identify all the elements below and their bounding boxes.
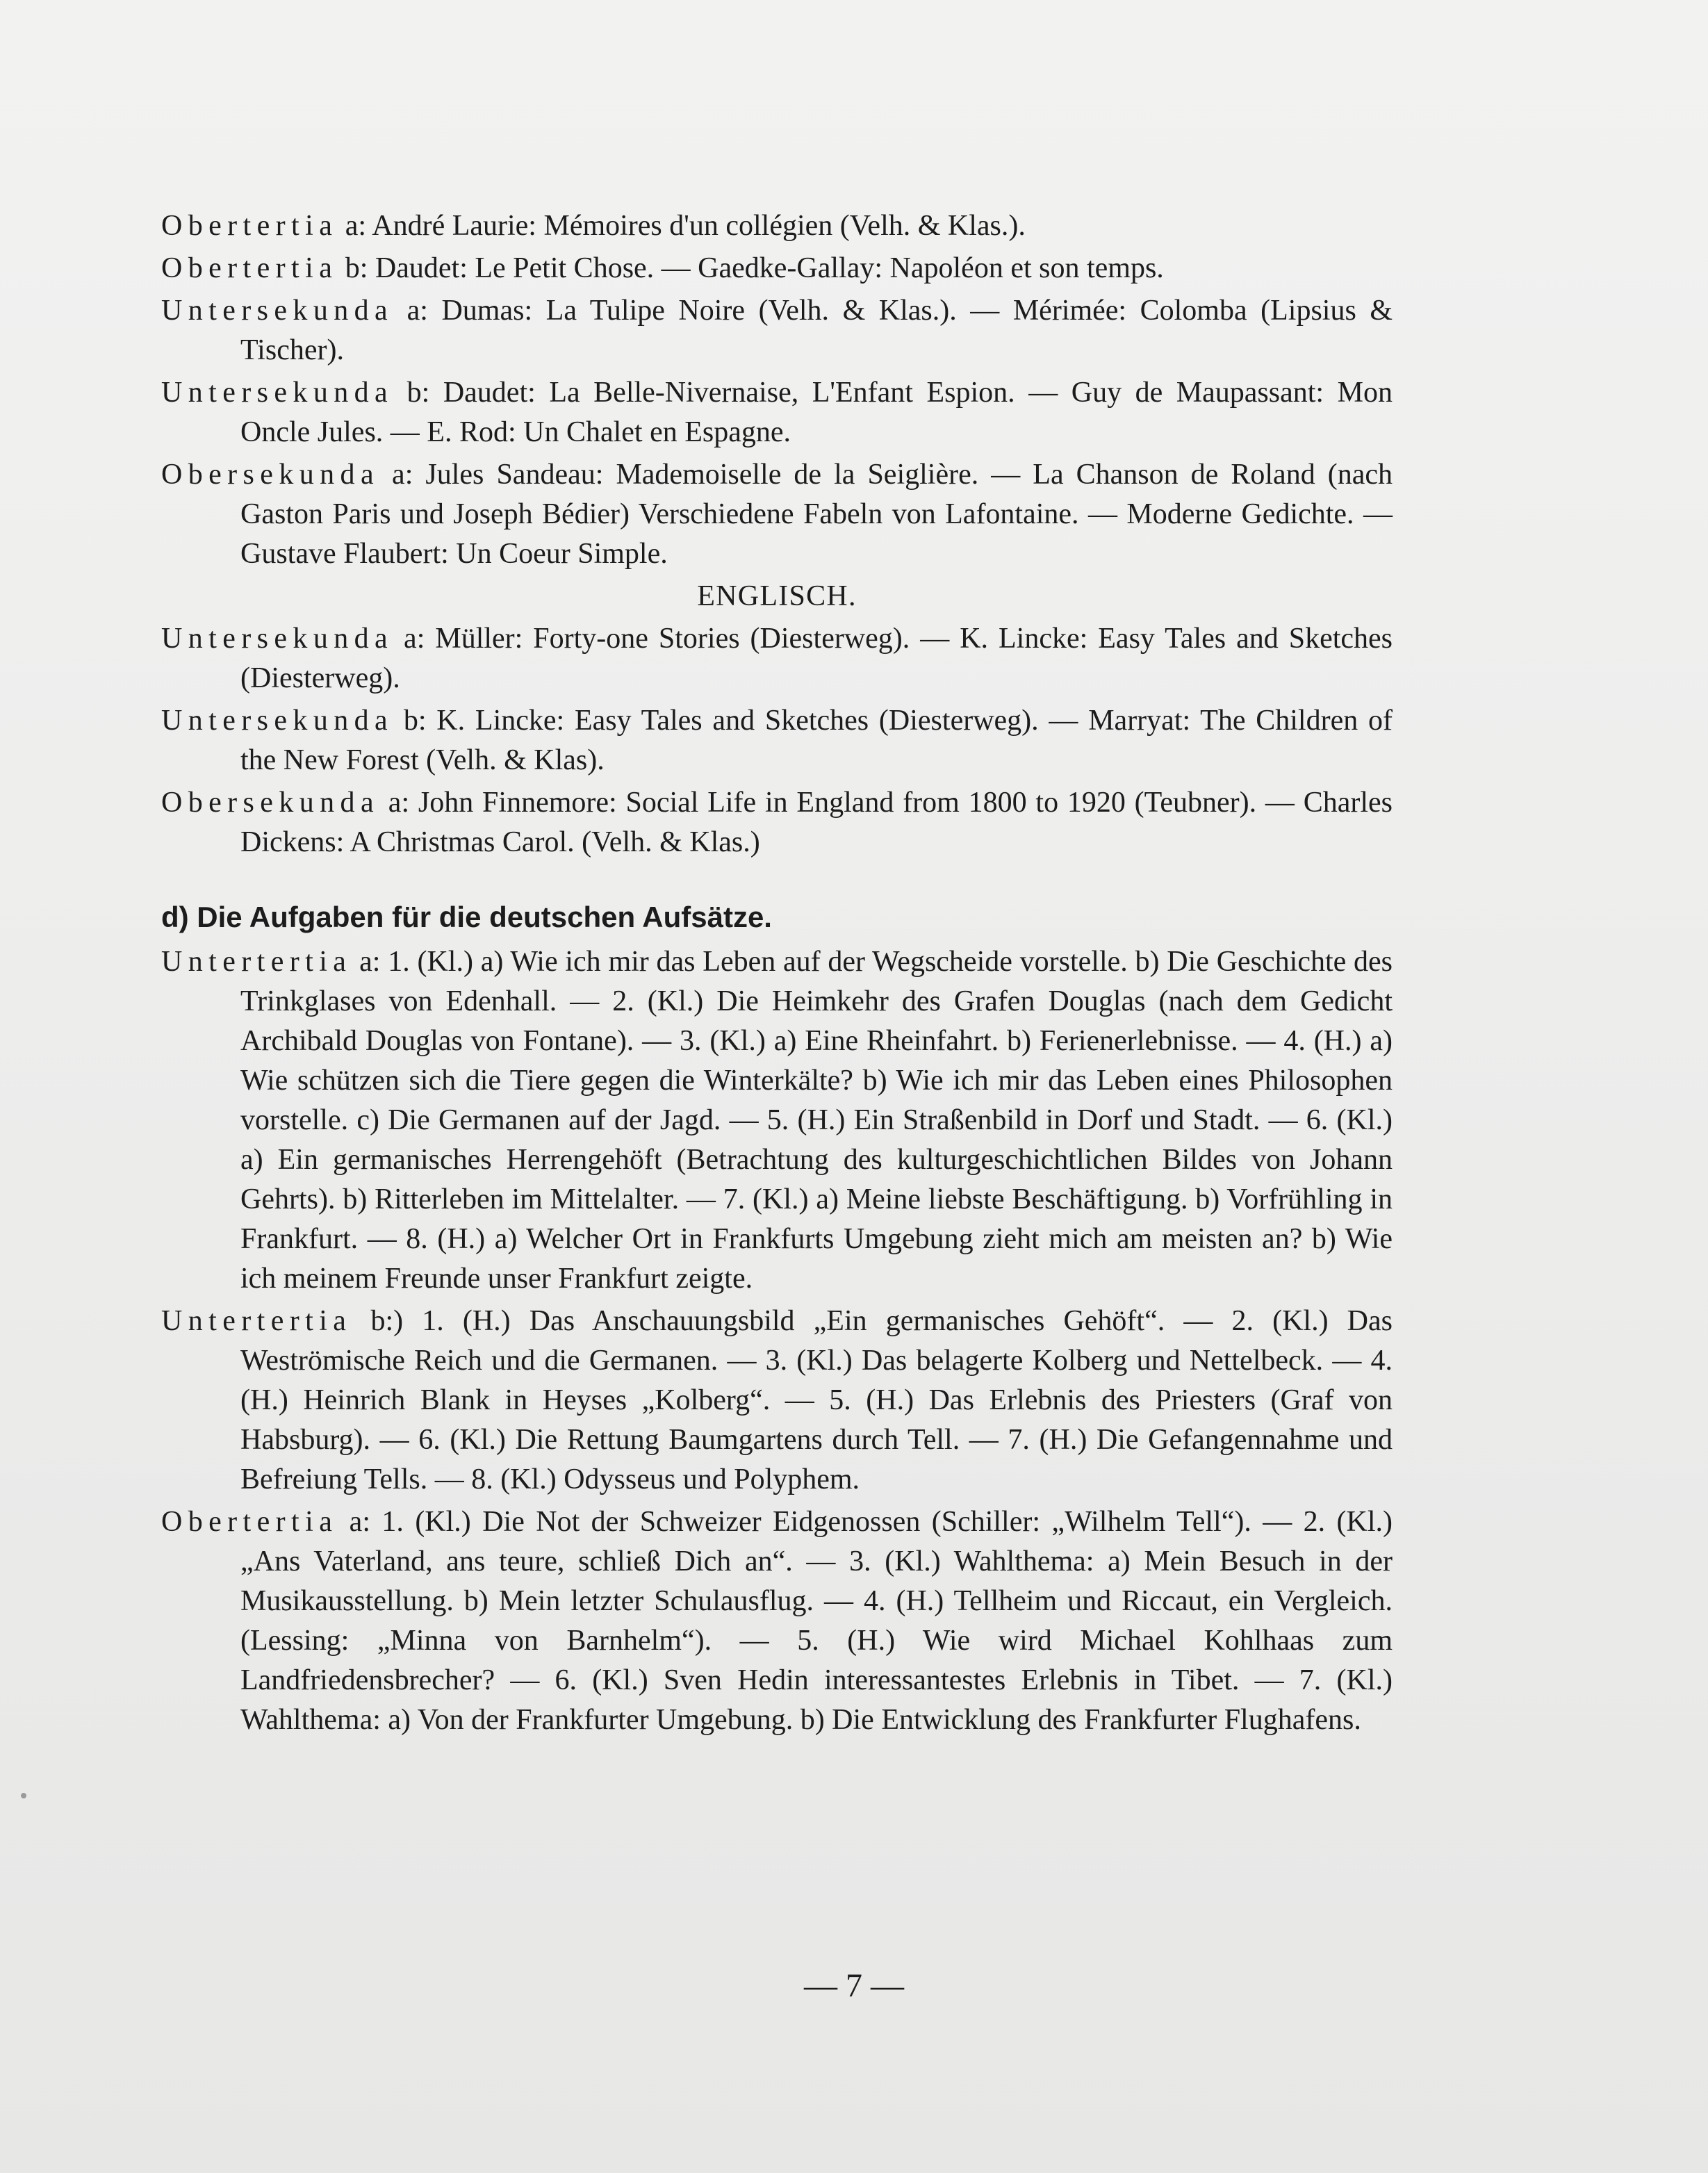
class-section: a: (407, 295, 428, 327)
class-label: Obertertia (161, 252, 338, 284)
scan-speck (21, 1793, 26, 1798)
entry-text: Jules Sandeau: Mademoiselle de la Seiglière. — La Chanson de Roland (nach Gaston Paris und Joseph Bédier) Verschiedene Fabeln von Lafontaine. — Moderne Gedichte. — Gustave Flaubert: Un Coeur Simple. (240, 459, 1393, 570)
class-section: a: (345, 210, 367, 242)
reading-entry (161, 619, 1393, 698)
reading-entry (161, 455, 1393, 574)
class-label: Obersekunda (161, 459, 379, 491)
class-label: Untersekunda (161, 377, 394, 409)
reading-entry (161, 701, 1393, 780)
class-section: b: (403, 705, 427, 737)
entry-text: K. Lincke: Easy Tales and Sketches (Diesterweg). — Marryat: The Children of the New Forest (Velh. & Klas). (240, 705, 1393, 776)
reading-entry (161, 206, 1393, 246)
reading-entry (161, 373, 1393, 452)
page-number: — 7 — (804, 1967, 904, 2004)
class-section: b: (407, 377, 430, 409)
essay-entry (161, 1502, 1393, 1740)
class-section: b:) (370, 1305, 404, 1337)
class-label: Untertertia (161, 1305, 352, 1337)
section-d-heading: d) Die Aufgaben für die deutschen Aufsätze. (161, 901, 772, 933)
essay-entry (161, 1302, 1393, 1500)
class-section: a: (392, 459, 413, 491)
class-label: Obersekunda (161, 787, 379, 819)
class-label: Obertertia (161, 210, 338, 242)
entry-text: André Laurie: Mémoires d'un collégien (Velh. & Klas.). (372, 210, 1026, 242)
class-label: Untersekunda (161, 705, 394, 737)
entry-text: 1. (H.) Das Anschauungsbild „Ein germanisches Gehöft“. — 2. (Kl.) Das Weströmische Reich und die Germanen. — 3. (Kl.) Das belagerte Kolberg und Nettelbeck. — 4. (H.) Heinrich Blank in Heyses „Kolberg“. — 5. (H.) Das Erlebnis des Priesters (Graf von Habsburg). — 6. (Kl.) Die Rettung Baumgartens durch Tell. — 7. (H.) Die Gefangennahme und Befreiung Tells. — 8. (Kl.) Odysseus und Polyphem. (240, 1305, 1393, 1495)
entry-text: Daudet: La Belle-Nivernaise, L'Enfant Espion. — Guy de Maupassant: Mon Oncle Jules. — E. Rod: Un Chalet en Espagne. (240, 377, 1393, 448)
class-label: Untertertia (161, 946, 352, 978)
entry-text: John Finnemore: Social Life in England from 1800 to 1920 (Teubner). — Charles Dickens: A Christmas Carol. (Velh. & Klas.) (240, 787, 1393, 858)
class-label: Untersekunda (161, 623, 394, 655)
english-heading: ENGLISCH. (697, 580, 857, 612)
class-section: a: (404, 623, 425, 655)
class-label: Untersekunda (161, 295, 394, 327)
essay-entry (161, 942, 1393, 1299)
entry-text: 1. (Kl.) a) Wie ich mir das Leben auf der Wegscheide vorstelle. b) Die Geschichte des Trinkglases von Edenhall. — 2. (Kl.) Die Heimkehr des Grafen Douglas (nach dem Gedicht Archibald Douglas von Fontane). — 3. (Kl.) a) Eine Rheinfahrt. b) Ferienerlebnisse. — 4. (H.) a) Wie schützen sich die Tiere gegen die Winterkälte? b) Wie ich mir das Leben eines Philosophen vorstelle. c) Die Germanen auf der Jagd. — 5. (H.) Ein Straßenbild in Dorf und Stadt. — 6. (Kl.) a) Ein germanisches Herrengehöft (Betrachtung des kulturgeschichtlichen Bildes von Johann Gehrts). b) Ritterleben im Mittelalter. — 7. (Kl.) a) Meine liebste Beschäftigung. b) Vorfrühling in Frankfurt. — 8. (H.) a) Welcher Ort in Frankfurts Umgebung zieht mich am meisten an? b) Wie ich meinem Freunde unser Frankfurt zeigte. (240, 946, 1393, 1295)
page-content (161, 206, 1393, 1743)
class-label: Obertertia (161, 1506, 338, 1538)
entry-text: Dumas: La Tulipe Noire (Velh. & Klas.). — Mérimée: Colomba (Lipsius & Tischer). (240, 295, 1393, 366)
reading-entry (161, 249, 1393, 288)
class-section: b: (345, 252, 368, 284)
class-section: a: (349, 1506, 370, 1538)
entry-text: Daudet: Le Petit Chose. — Gaedke-Gallay: Napoléon et son temps. (375, 252, 1164, 284)
class-section: a: (359, 946, 381, 978)
class-section: a: (388, 787, 410, 819)
reading-entry (161, 783, 1393, 862)
reading-entry (161, 291, 1393, 370)
entry-text: 1. (Kl.) Die Not der Schweizer Eidgenossen (Schiller: „Wilhelm Tell“). — 2. (Kl.) „Ans Vaterland, ans teure, schließ Dich an“. — 3. (Kl.) Wahlthema: a) Mein Besuch in der Musikausstellung. b) Mein letzter Schulausflug. — 4. (H.) Tellheim und Riccaut, ein Vergleich. (Lessing: „Minna von Barnhelm“). — 5. (H.) Wie wird Michael Kohlhaas zum Landfriedensbrecher? — 6. (Kl.) Sven Hedin interessantestes Erlebnis in Tibet. — 7. (Kl.) Wahlthema: a) Von der Frankfurter Umgebung. b) Die Entwicklung des Frankfurter Flughafens. (240, 1506, 1393, 1736)
entry-text: Müller: Forty-one Stories (Diesterweg). — K. Lincke: Easy Tales and Sketches (Diesterweg). (240, 623, 1393, 694)
